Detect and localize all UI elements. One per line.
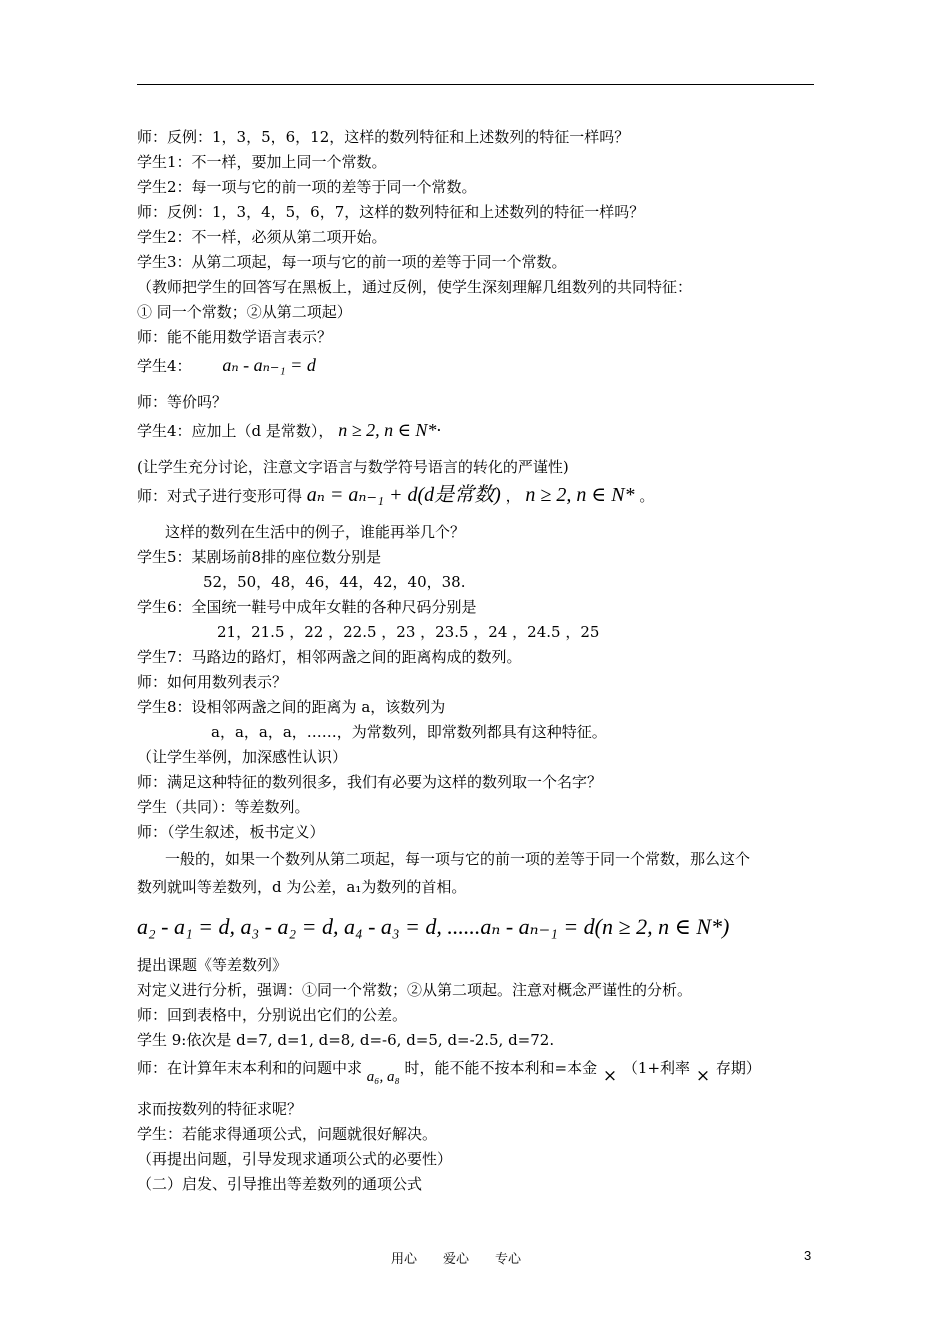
text-line: 师：反例：1，3，5，6，12，这样的数列特征和上述数列的特征一样吗？: [137, 128, 630, 146]
text-line: 学生7：马路边的路灯，相邻两盏之间的距离构成的数列。: [137, 648, 522, 666]
transform-line: [137, 480, 817, 520]
text-line: 师：反例：1，3，4，5，6，7，这样的数列特征和上述数列的特征一样吗？: [137, 203, 645, 221]
text-line: 学生（共同）：等差数列。: [137, 798, 310, 816]
text-line: 师：满足这种特征的数列很多，我们有必要为这样的数列取一个名字？: [137, 773, 603, 791]
header-rule: [137, 84, 814, 85]
student4-label: 学生4：: [137, 357, 192, 375]
student4b-line: [137, 415, 817, 455]
transform-label: 师：对式子进行变形可得: [137, 487, 303, 505]
calc-prefix: 师：在计算年末本利和的问题中求: [137, 1059, 363, 1077]
times-sign: ×: [695, 1066, 711, 1086]
seat-values: 52，50，48，46，44，42，40，38.: [203, 573, 466, 591]
text-line: 提出课题《等差数列》: [137, 956, 288, 974]
definition-formula-line: [137, 901, 817, 953]
times-sign: ×: [602, 1066, 618, 1086]
text-line: 师：如何用数列表示？: [137, 673, 288, 691]
footer-motto: 用心 爱心 专心: [391, 1252, 522, 1267]
calc-end: 存期）: [715, 1059, 761, 1077]
text-line: 学生2：不一样，必须从第二项开始。: [137, 228, 387, 246]
text-line: 求而按数列的特征求呢？: [137, 1100, 303, 1118]
condition-formula: n ≥ 2, n ∈ N*·: [338, 420, 441, 440]
calc-line: [137, 1053, 817, 1097]
text-line: 学生2：每一项与它的前一项的差等于同一个常数。: [137, 178, 477, 196]
text-line: 学生 9:依次是 d=7, d=1, d=8, d=-6, d=5, d=-2.5, d=72.: [137, 1031, 555, 1049]
text-line: 师：回到表格中，分别说出它们的公差。: [137, 1006, 408, 1024]
calc-mid: 时，能不能不按本利和=本金: [404, 1059, 598, 1077]
definition-formula: a₂ - a₁ = d, a₃ - a₂ = d, a₄ - a₃ = d, ......aₙ - aₙ₋₁ = d(n ≥ 2, n ∈ N*): [137, 914, 730, 939]
text-line: 师：（学生叙述，板书定义）: [137, 823, 325, 841]
calc-rate: （1+利率: [622, 1059, 691, 1077]
text-line: 对定义进行分析，强调：①同一个常数；②从第二项起。注意对概念严谨性的分析。: [137, 981, 693, 999]
text-line: 学生3：从第二项起，每一项与它的前一项的差等于同一个常数。: [137, 253, 567, 271]
definition-line: 一般的，如果一个数列从第二项起，每一项与它的前一项的差等于同一个常数，那么这个: [165, 850, 751, 868]
text-line: (让学生充分讨论，注意文字语言与数学符号语言的转化的严谨性): [137, 458, 569, 476]
constant-sequence: a，a，a，a，……，为常数列，即常数列都具有这种特征。: [211, 723, 607, 741]
recursive-condition: n ≥ 2, n ∈ N*: [525, 484, 635, 506]
student4-line: [137, 350, 817, 390]
transform-end: 。: [639, 487, 655, 505]
text-line: 师：等价吗？: [137, 393, 228, 411]
text-line: （让学生举例，加深感性认识）: [137, 748, 348, 766]
student4b-label: 学生4：应加上（d 是常数），: [137, 422, 334, 440]
transform-separator: ，: [505, 487, 521, 505]
text-line: 学生1：不一样，要加上同一个常数。: [137, 153, 387, 171]
text-line: 学生：若能求得通项公式，问题就很好解决。: [137, 1125, 438, 1143]
page-number: 3: [804, 1248, 812, 1263]
text-line: ① 同一个常数；②从第二项起）: [137, 303, 352, 321]
shoe-size-values: 21，21.5 ，22 ，22.5 ，23 ，23.5 ，24 ，24.5 ，25: [217, 623, 600, 641]
document-body: [137, 125, 817, 1197]
definition-line: 数列就叫等差数列，d 为公差，a₁为数列的首相。: [137, 878, 467, 896]
text-line: 学生8：设相邻两盏之间的距离为 a，该数列为: [137, 698, 446, 716]
text-line: （再提出问题，引导发现求通项公式的必要性）: [137, 1150, 453, 1168]
text-line: 师：能不能用数学语言表示？: [137, 328, 333, 346]
text-line: （教师把学生的回答写在黑板上，通过反例，使学生深刻理解几组数列的共同特征：: [137, 278, 693, 296]
difference-formula: aₙ - aₙ₋₁ = d: [222, 355, 316, 375]
terms-formula: a₆, a₈: [366, 1069, 400, 1085]
section-heading: （二）启发、引导推出等差数列的通项公式: [137, 1175, 423, 1193]
text-line: 学生5：某剧场前8排的座位数分别是: [137, 548, 382, 566]
text-line: 这样的数列在生活中的例子，谁能再举几个？: [165, 523, 466, 541]
text-line: 学生6：全国统一鞋号中成年女鞋的各种尺码分别是: [137, 598, 477, 616]
recursive-formula: aₙ = aₙ₋₁ + d(d是常数): [306, 484, 501, 506]
